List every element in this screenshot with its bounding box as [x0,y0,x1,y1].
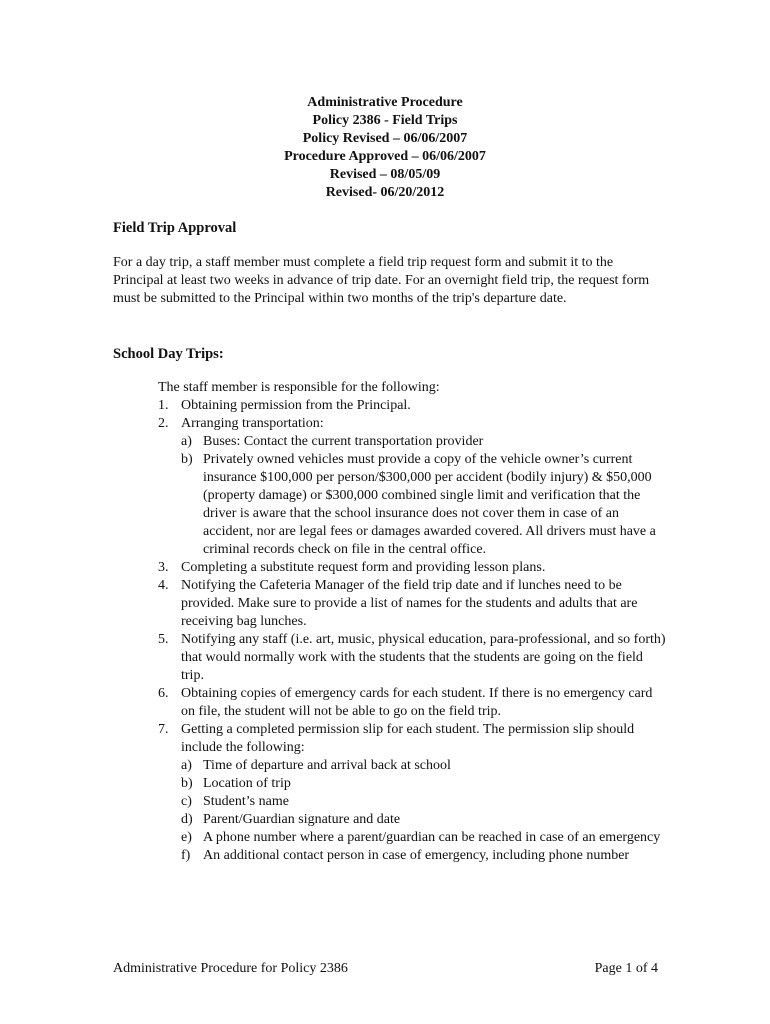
sub-item [181,811,668,829]
sub-item-letter: c) [181,794,192,809]
section-heading-approval: Field Trip Approval [113,220,237,236]
list-item [158,685,668,721]
list-item [158,559,668,577]
list-item [158,721,668,865]
sub-item-text: Parent/Guardian signature and date [203,812,401,827]
sub-item [181,793,668,811]
sub-item-text: Location of trip [203,776,291,791]
list-item-text: Obtaining permission from the Principal. [181,398,411,413]
header-revised-1: Revised – 08/05/09 [329,167,441,182]
list-item-text: Notifying any staff (i.e. art, music, physical education, para-professional, and so forth) that would normally work with the students that the students are going on the field trip. [181,632,666,683]
list-item [158,397,668,415]
list-item-number: 5. [158,632,169,647]
list-item-text: Getting a completed permission slip for each student. The permission slip should include the following: [181,722,635,755]
sub-item-text: Time of departure and arrival back at school [203,758,451,773]
section-heading-school-day: School Day Trips: [113,346,224,362]
responsibility-list [158,379,668,865]
sub-item-letter: e) [181,830,192,845]
sub-item [181,775,668,793]
list-item [158,577,668,631]
list-item-text: Completing a substitute request form and providing lesson plans. [181,560,546,575]
sub-item-text: Privately owned vehicles must provide a copy of the vehicle owner’s current insurance $100,000 per person/$300,000 per accident (bodily injury) & $50,000 (property damage) or $300,000 combined single limit and verification that the driver is aware that the school insurance does not cover them in case of an accident, nor are legal fees or damages awarded covered. All drivers must have a criminal records check on file in the central office. [203,452,656,557]
header-policy: Policy 2386 - Field Trips [312,113,458,128]
list-item-number: 7. [158,722,169,737]
header-title: Administrative Procedure [307,95,463,110]
sub-item-text: Buses: Contact the current transportation provider [203,434,484,449]
list-item-number: 4. [158,578,169,593]
list-intro: The staff member is responsible for the following: [158,380,440,395]
sub-item-letter: f) [181,848,191,863]
list-item-text: Arranging transportation: [181,416,324,431]
list-item-number: 2. [158,416,169,431]
sub-item [181,829,668,847]
sub-item-text: Student’s name [203,794,289,809]
list-item [158,631,668,685]
footer-document-name: Administrative Procedure for Policy 2386 [113,961,348,976]
sub-item-letter: a) [181,758,192,773]
approval-paragraph: For a day trip, a staff member must complete a field trip request form and submit it to the Principal at least two weeks in advance of trip date. For an overnight field trip, the request form must be submitted to the Principal within two months of the trip's departure date. [113,255,650,306]
list-item-number: 3. [158,560,169,575]
list-item-number: 6. [158,686,169,701]
sub-item-text: A phone number where a parent/guardian can be reached in case of an emergency [203,830,661,845]
header-policy-revised: Policy Revised – 06/06/2007 [302,131,468,146]
sub-item-text: An additional contact person in case of emergency, including phone number [203,848,630,863]
sub-item [181,433,668,451]
header-procedure-approved: Procedure Approved – 06/06/2007 [284,149,486,164]
footer-page-number: Page 1 of 4 [594,961,658,976]
header-revised-2: Revised- 06/20/2012 [325,185,445,200]
document-header [0,94,770,202]
list-item-number: 1. [158,398,169,413]
sub-item [181,451,668,559]
sub-item-letter: b) [181,776,193,791]
sub-item-letter: d) [181,812,193,827]
sub-item-letter: a) [181,434,192,449]
list-item-text: Notifying the Cafeteria Manager of the field trip date and if lunches need to be provided. Make sure to provide a list of names for the students and adults that are receiving bag lunches. [181,578,638,629]
list-item [158,415,668,559]
sub-item-letter: b) [181,452,193,467]
sub-item [181,757,668,775]
sub-item [181,847,668,865]
list-item-text: Obtaining copies of emergency cards for each student. If there is no emergency card on file, the student will not be able to go on the field trip. [181,686,653,719]
